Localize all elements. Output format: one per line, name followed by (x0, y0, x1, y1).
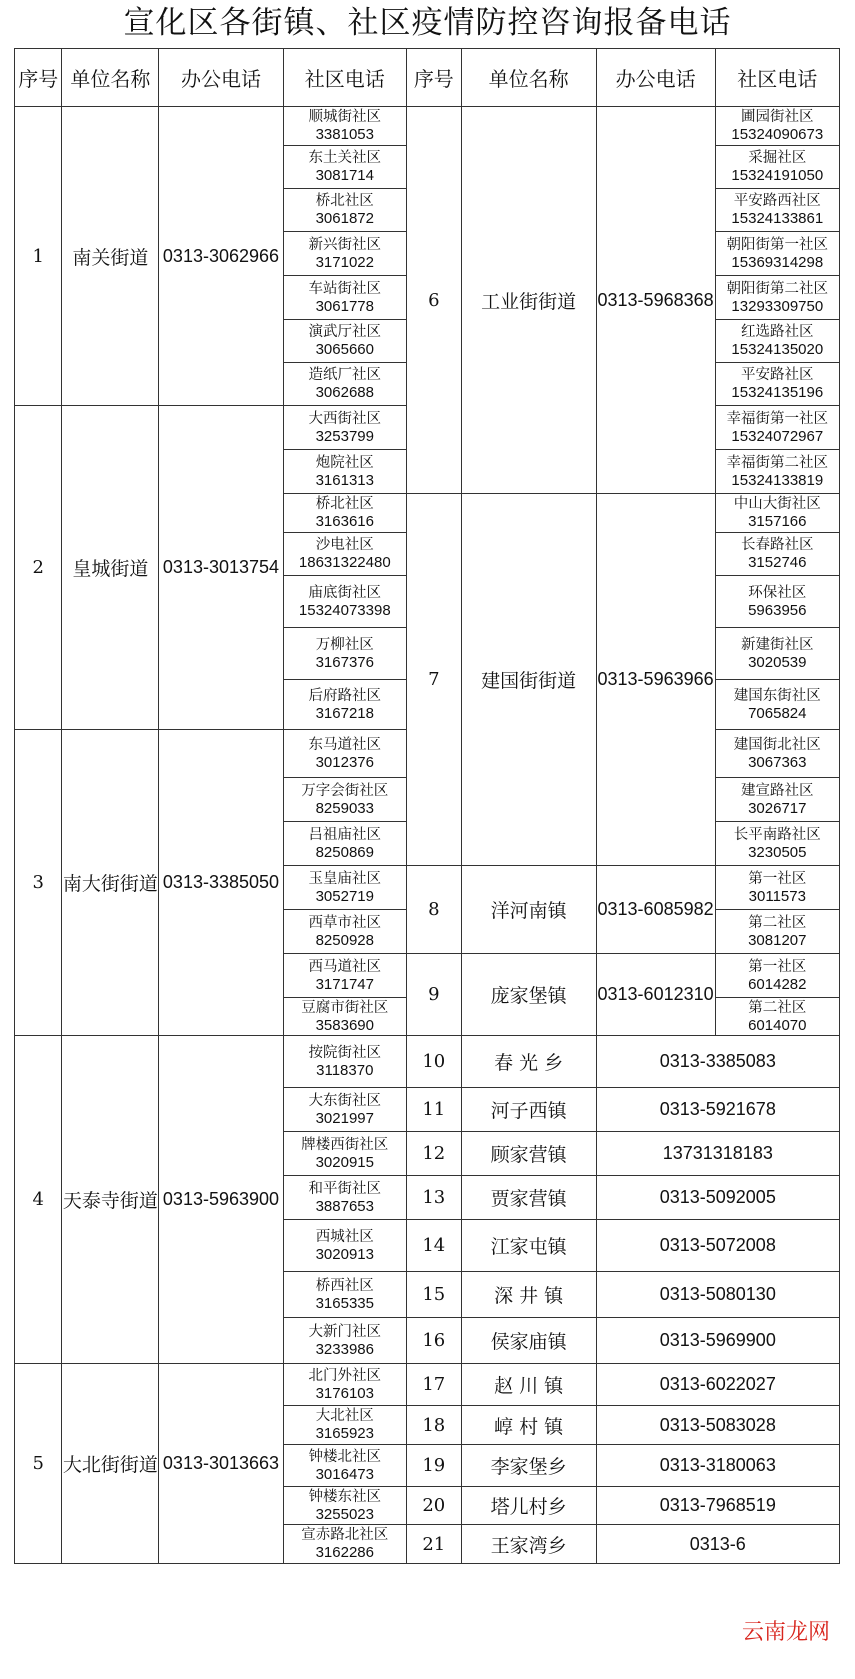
community-phone: 3167218 (315, 704, 374, 722)
community-phone: 3381053 (315, 126, 374, 143)
community-phone: 8259033 (315, 799, 374, 817)
community-cell (715, 107, 839, 146)
town-seq: 19 (406, 1445, 461, 1487)
town-phone: 0313-6 (596, 1525, 839, 1564)
community-phone: 15324135196 (731, 384, 824, 401)
community-phone: 18631322480 (298, 554, 391, 571)
community-name: 圃园街社区 (741, 109, 814, 125)
community-phone: 15324090673 (731, 126, 824, 143)
community-phone: 3020913 (315, 1245, 374, 1263)
community-phone: 3171747 (315, 975, 374, 993)
town-seq: 11 (406, 1088, 461, 1132)
town-seq: 20 (406, 1487, 461, 1525)
community-name: 西草市社区 (308, 914, 382, 931)
community-cell (283, 1220, 406, 1272)
community-cell (283, 628, 406, 680)
community-name: 万字会街社区 (301, 782, 389, 799)
community-cell (283, 778, 406, 822)
community-name: 庙底街社区 (308, 584, 382, 601)
community-name: 第一社区 (748, 870, 807, 887)
town-seq: 17 (406, 1364, 461, 1406)
community-name: 建国街北社区 (733, 736, 821, 753)
town-seq: 15 (406, 1272, 461, 1318)
community-name: 大北社区 (315, 1408, 374, 1424)
unit-name: 洋河南镇 (461, 866, 596, 954)
community-name: 幸福街第二社区 (726, 454, 829, 471)
community-cell (283, 1088, 406, 1132)
unit-seq: 3 (15, 730, 62, 1036)
community-name: 桥北社区 (315, 496, 374, 512)
community-cell (715, 628, 839, 680)
community-cell (715, 576, 839, 628)
community-phone: 3255023 (315, 1505, 374, 1523)
header-row (15, 49, 840, 107)
community-name: 北门外社区 (308, 1367, 382, 1384)
community-cell (283, 866, 406, 910)
community-cell (283, 320, 406, 363)
town-phone: 0313-7968519 (596, 1487, 839, 1525)
header-seq: 序号 (15, 49, 62, 107)
community-cell (283, 1132, 406, 1176)
community-phone: 3230505 (748, 843, 807, 861)
community-cell (715, 450, 839, 494)
community-cell (283, 998, 406, 1036)
community-phone: 3162286 (315, 1544, 374, 1561)
office-phone: 0313-3013663 (159, 1364, 283, 1564)
town-phone: 0313-5083028 (596, 1406, 839, 1445)
town-phone: 0313-6022027 (596, 1364, 839, 1406)
community-cell (283, 1487, 406, 1525)
community-name: 桥北社区 (315, 193, 374, 209)
community-cell (283, 146, 406, 189)
contact-table (14, 48, 840, 1679)
community-name: 大西街社区 (308, 410, 382, 427)
community-phone: 3171022 (315, 253, 374, 271)
community-name: 沙电社区 (315, 537, 374, 553)
community-phone: 15324133861 (731, 210, 824, 227)
office-phone: 0313-5963900 (159, 1036, 283, 1364)
unit-seq: 8 (406, 866, 461, 954)
town-phone: 0313-5092005 (596, 1176, 839, 1220)
community-phone: 15324072967 (731, 427, 824, 445)
unit-name: 庞家堡镇 (461, 954, 596, 1036)
town-name: 河子西镇 (461, 1088, 596, 1132)
community-phone: 3020539 (748, 653, 807, 671)
community-name: 中山大街社区 (733, 496, 821, 512)
community-cell (283, 363, 406, 406)
community-cell (715, 866, 839, 910)
community-cell (283, 822, 406, 866)
unit-seq: 5 (15, 1364, 62, 1564)
community-phone: 3061778 (315, 297, 374, 315)
community-name: 第二社区 (748, 914, 807, 931)
town-name: 江家屯镇 (461, 1220, 596, 1272)
community-cell (715, 822, 839, 866)
town-phone: 0313-5072008 (596, 1220, 839, 1272)
community-cell (283, 232, 406, 276)
community-cell (715, 276, 839, 320)
community-phone: 3081714 (315, 167, 374, 184)
community-cell (283, 494, 406, 533)
community-name: 宣赤路北社区 (301, 1527, 389, 1543)
town-phone: 0313-3385083 (596, 1036, 839, 1088)
town-name: 王家湾乡 (461, 1525, 596, 1564)
table-row (15, 107, 840, 146)
town-name: 顾家营镇 (461, 1132, 596, 1176)
town-phone: 0313-5080130 (596, 1272, 839, 1318)
town-name: 春 光 乡 (461, 1036, 596, 1088)
header-seq: 序号 (406, 49, 461, 107)
community-name: 新建街社区 (741, 636, 814, 653)
community-cell (283, 1176, 406, 1220)
community-cell (283, 1364, 406, 1406)
office-phone: 0313-5968368 (596, 107, 715, 494)
community-phone: 3161313 (315, 471, 374, 489)
unit-name: 大北街街道 (62, 1364, 159, 1564)
community-phone: 3081207 (748, 931, 807, 949)
office-phone: 0313-3062966 (159, 107, 283, 406)
community-phone: 3233986 (315, 1340, 374, 1358)
community-cell (283, 954, 406, 998)
community-phone: 3152746 (748, 554, 807, 571)
unit-name: 天泰寺街道 (62, 1036, 159, 1364)
community-name: 大东街社区 (308, 1092, 382, 1109)
town-name: 塔儿村乡 (461, 1487, 596, 1525)
community-phone: 3253799 (315, 427, 374, 445)
community-name: 第一社区 (748, 958, 807, 975)
community-cell (283, 276, 406, 320)
community-name: 后府路社区 (308, 687, 382, 704)
community-name: 玉皇庙社区 (308, 870, 382, 887)
community-cell (283, 1406, 406, 1445)
community-cell (715, 146, 839, 189)
office-phone: 0313-6012310 (596, 954, 715, 1036)
community-phone: 8250869 (315, 843, 374, 861)
unit-seq: 2 (15, 406, 62, 730)
page-title: 宣化区各街镇、社区疫情防控咨询报备电话 (123, 5, 732, 41)
community-name: 造纸厂社区 (308, 367, 382, 383)
unit-seq: 1 (15, 107, 62, 406)
community-cell (715, 189, 839, 232)
community-phone: 13293309750 (731, 297, 824, 315)
community-phone: 3067363 (748, 753, 807, 771)
community-phone: 15324073398 (298, 601, 391, 619)
table-row (15, 1564, 840, 1603)
community-name: 长春路社区 (741, 537, 814, 553)
community-cell (715, 998, 839, 1036)
community-phone: 3061872 (315, 210, 374, 227)
community-cell (283, 1272, 406, 1318)
community-phone: 3020915 (315, 1153, 374, 1171)
community-phone: 3021997 (315, 1109, 374, 1127)
community-name: 大新门社区 (308, 1323, 382, 1340)
watermark-logo: 云南龙网 (739, 1615, 833, 1646)
unit-name: 南关街道 (62, 107, 159, 406)
community-name: 环保社区 (748, 584, 807, 601)
community-cell (715, 533, 839, 576)
community-cell (715, 778, 839, 822)
unit-name: 工业街街道 (461, 107, 596, 494)
community-cell (715, 910, 839, 954)
town-phone: 0313-5969900 (596, 1318, 839, 1364)
town-name: 侯家庙镇 (461, 1318, 596, 1364)
header-unit: 单位名称 (461, 49, 596, 107)
community-cell (715, 232, 839, 276)
community-name: 钟楼北社区 (308, 1448, 382, 1465)
community-name: 采掘社区 (748, 150, 807, 166)
town-seq: 18 (406, 1406, 461, 1445)
town-phone: 0313-3180063 (596, 1445, 839, 1487)
community-name: 西城社区 (315, 1228, 374, 1245)
community-phone: 8250928 (315, 931, 374, 949)
community-phone: 3167376 (315, 653, 374, 671)
town-name: 崞 村 镇 (461, 1406, 596, 1445)
community-cell (715, 954, 839, 998)
community-name: 按院街社区 (308, 1044, 382, 1061)
town-name: 深 井 镇 (461, 1272, 596, 1318)
community-phone: 3165335 (315, 1294, 374, 1312)
table-row (15, 1364, 840, 1406)
community-name: 吕祖庙社区 (308, 826, 382, 843)
community-phone: 3163616 (315, 513, 374, 530)
community-cell (283, 1445, 406, 1487)
community-name: 红选路社区 (741, 324, 814, 340)
community-cell (715, 730, 839, 778)
community-phone: 3016473 (315, 1465, 374, 1483)
community-name: 顺城街社区 (308, 109, 382, 125)
community-name: 朝阳街第二社区 (726, 280, 829, 297)
community-name: 牌楼西街社区 (301, 1136, 389, 1153)
community-phone: 3583690 (315, 1016, 374, 1034)
community-phone: 3118370 (316, 1061, 374, 1079)
community-phone: 3026717 (748, 799, 807, 817)
community-cell (715, 406, 839, 450)
header-unit: 单位名称 (62, 49, 159, 107)
table-row (15, 1036, 840, 1088)
town-seq: 10 (406, 1036, 461, 1088)
community-cell (715, 680, 839, 730)
community-cell (283, 576, 406, 628)
community-cell (283, 533, 406, 576)
community-phone: 3176103 (315, 1384, 374, 1402)
community-name: 西马道社区 (308, 958, 382, 975)
community-phone: 15324135020 (731, 341, 824, 358)
office-phone: 0313-3385050 (159, 730, 283, 1036)
community-name: 桥西社区 (315, 1277, 374, 1294)
community-cell (283, 450, 406, 494)
community-phone: 3165923 (315, 1425, 374, 1442)
community-name: 新兴街社区 (308, 236, 382, 253)
town-seq: 16 (406, 1318, 461, 1364)
community-name: 幸福街第一社区 (726, 410, 829, 427)
header-office-phone: 办公电话 (596, 49, 715, 107)
community-phone: 6014282 (748, 975, 807, 993)
community-name: 炮院社区 (315, 454, 374, 471)
town-name: 赵 川 镇 (461, 1364, 596, 1406)
community-name: 和平街社区 (308, 1180, 382, 1197)
town-seq: 12 (406, 1132, 461, 1176)
community-name: 平安路西社区 (733, 193, 821, 209)
community-phone: 3887653 (315, 1197, 374, 1215)
community-cell (283, 910, 406, 954)
community-phone: 3052719 (315, 887, 374, 905)
table-row (15, 1603, 840, 1642)
community-name: 长平南路社区 (733, 826, 821, 843)
header-office-phone: 办公电话 (159, 49, 283, 107)
community-cell (283, 189, 406, 232)
community-phone: 15324133819 (731, 471, 824, 489)
town-name: 李家堡乡 (461, 1445, 596, 1487)
header-community-phone: 社区电话 (283, 49, 406, 107)
community-cell (283, 1318, 406, 1364)
community-cell (283, 406, 406, 450)
unit-seq: 4 (15, 1036, 62, 1364)
community-name: 车站街社区 (308, 280, 382, 297)
community-cell (283, 1525, 406, 1564)
community-name: 豆腐市街社区 (301, 999, 389, 1016)
community-name: 演武厅社区 (308, 324, 382, 340)
community-cell (283, 730, 406, 778)
town-name: 贾家营镇 (461, 1176, 596, 1220)
community-phone: 3065660 (315, 341, 374, 358)
community-cell (715, 494, 839, 533)
town-phone: 13731318183 (596, 1132, 839, 1176)
community-phone: 15369314298 (731, 253, 824, 271)
community-phone: 3011573 (748, 887, 806, 905)
community-name: 万柳社区 (315, 636, 374, 653)
unit-seq: 9 (406, 954, 461, 1036)
unit-seq: 7 (406, 494, 461, 866)
community-phone: 7065824 (748, 704, 807, 722)
town-seq: 21 (406, 1525, 461, 1564)
office-phone: 0313-3013754 (159, 406, 283, 730)
community-name: 东土关社区 (308, 150, 382, 166)
community-phone: 3012376 (315, 753, 374, 771)
unit-seq: 6 (406, 107, 461, 494)
community-phone: 15324191050 (731, 167, 824, 184)
community-cell (283, 680, 406, 730)
town-seq: 13 (406, 1176, 461, 1220)
unit-name: 建国街街道 (461, 494, 596, 866)
unit-name: 皇城街道 (62, 406, 159, 730)
office-phone: 0313-6085982 (596, 866, 715, 954)
table-row (15, 1642, 840, 1679)
community-name: 建国东街社区 (733, 687, 821, 704)
community-name: 东马道社区 (308, 736, 382, 753)
community-phone: 3062688 (315, 384, 374, 401)
community-cell (283, 1036, 406, 1088)
office-phone: 0313-5963966 (596, 494, 715, 866)
community-name: 钟楼东社区 (308, 1488, 382, 1505)
header-community-phone: 社区电话 (715, 49, 839, 107)
town-phone: 0313-5921678 (596, 1088, 839, 1132)
community-cell (283, 107, 406, 146)
community-cell (715, 320, 839, 363)
community-phone: 5963956 (748, 601, 807, 619)
town-seq: 14 (406, 1220, 461, 1272)
community-name: 朝阳街第一社区 (726, 236, 829, 253)
community-phone: 3157166 (748, 513, 807, 530)
community-name: 平安路社区 (741, 367, 814, 383)
community-cell (715, 363, 839, 406)
community-name: 第二社区 (748, 999, 807, 1016)
community-phone: 6014070 (748, 1016, 807, 1034)
unit-name: 南大街街道 (62, 730, 159, 1036)
community-name: 建宣路社区 (741, 782, 814, 799)
